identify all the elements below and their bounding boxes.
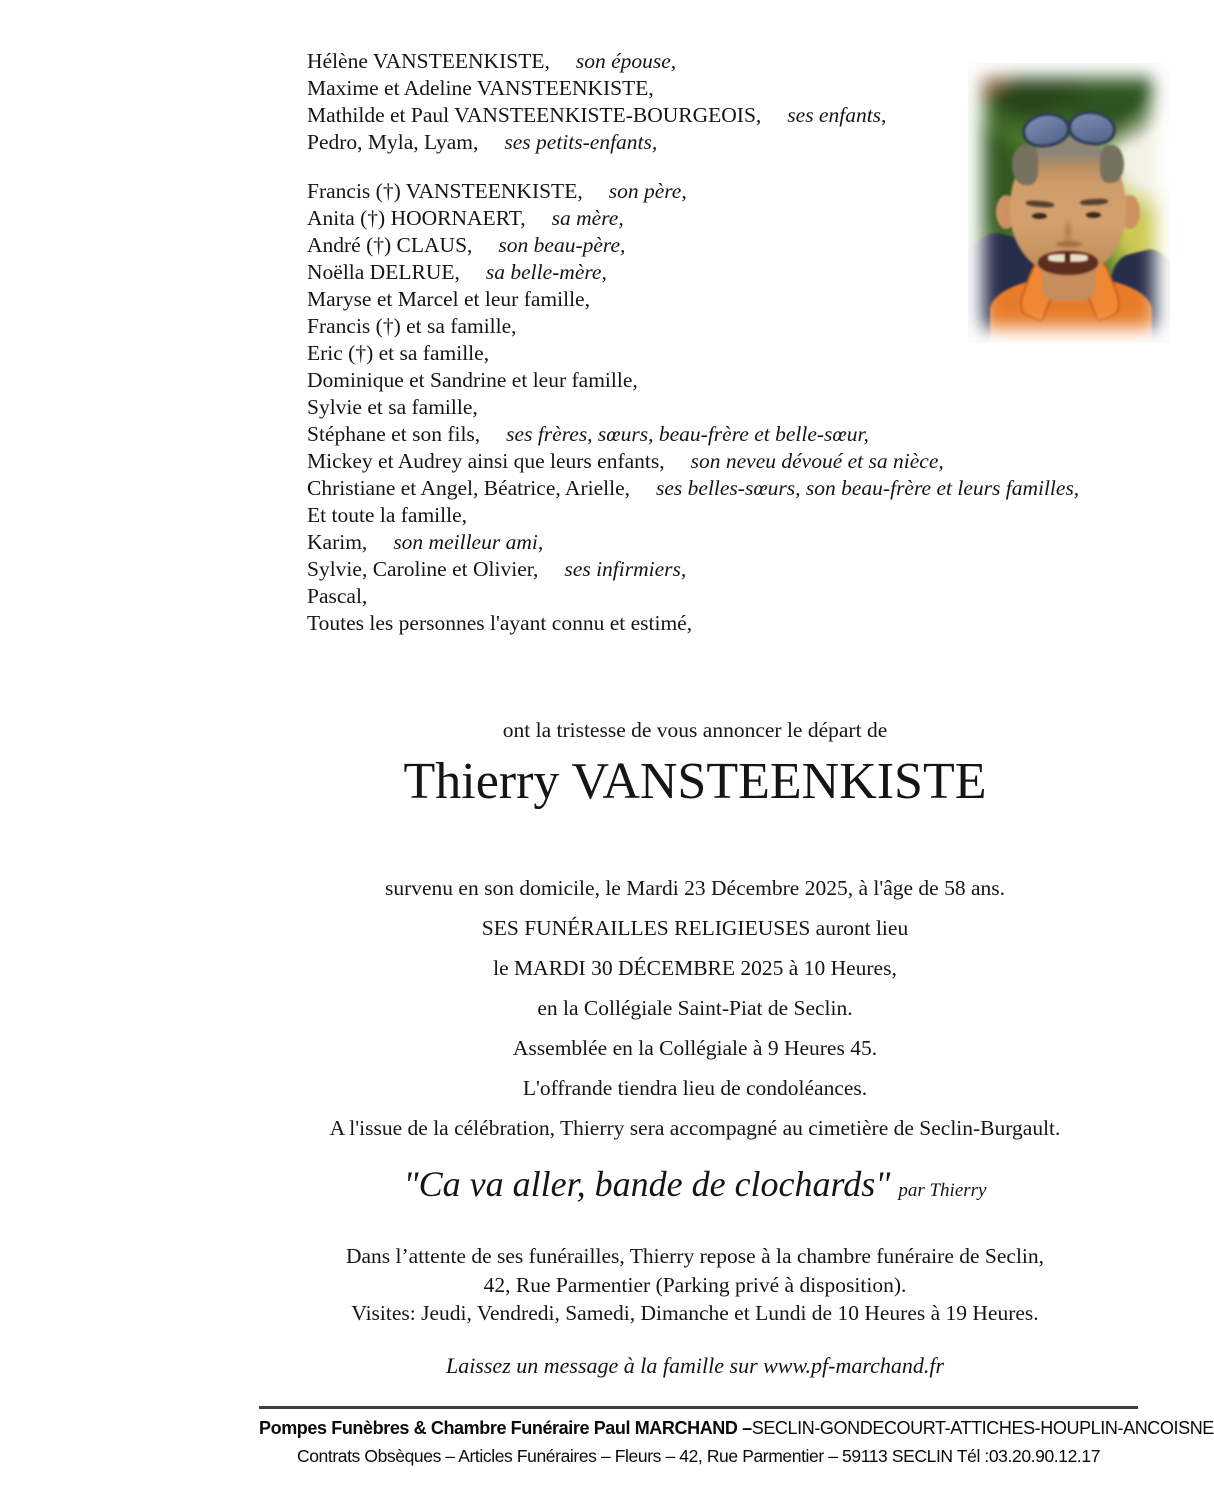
family-line — [307, 129, 1194, 156]
family-name: Pascal, — [307, 584, 368, 608]
family-name: Sylvie, Caroline et Olivier, — [307, 557, 539, 581]
family-name: Mathilde et Paul VANSTEENKISTE-BOURGEOIS, — [307, 103, 762, 127]
family-relation: ses infirmiers, — [564, 557, 687, 581]
family-name: Toutes les personnes l'ayant connu et estimé, — [307, 611, 693, 635]
ceremony-details — [176, 868, 1214, 1148]
family-name: Mickey et Audrey ainsi que leurs enfants, — [307, 449, 665, 473]
family-name: Sylvie et sa famille, — [307, 395, 478, 419]
family-line — [307, 340, 1194, 367]
family-relation: sa mère, — [551, 206, 624, 230]
repose-line: Visites: Jeudi, Vendredi, Samedi, Dimanche et Lundi de 10 Heures à 19 Heures. — [351, 1301, 1039, 1325]
funeral-home-locations: SECLIN-GONDECOURT-ATTICHES-HOUPLIN-ANCOISNE — [751, 1418, 1214, 1438]
deceased-name: Thierry VANSTEENKISTE — [403, 753, 987, 810]
repose-line: 42, Rue Parmentier (Parking privé à disposition). — [483, 1272, 907, 1297]
family-line — [307, 421, 1194, 448]
family-line — [307, 75, 1194, 102]
funeral-home-footer — [259, 1415, 1214, 1470]
family-relation: ses belles-sœurs, son beau-frère et leurs familles, — [656, 476, 1080, 500]
repose-info — [176, 1242, 1214, 1328]
family-list-relatives — [307, 178, 1194, 637]
family-name: Francis (†) et sa famille, — [307, 314, 517, 338]
family-line — [307, 205, 1194, 232]
family-line — [307, 394, 1194, 421]
repose-line: Dans l’attente de ses funérailles, Thierry repose à la chambre funéraire de Seclin, — [345, 1244, 1045, 1268]
family-line — [307, 367, 1194, 394]
family-relation: son beau-père, — [498, 233, 626, 257]
family-line — [307, 313, 1194, 340]
ceremony-line: L'offrande tiendra lieu de condoléances. — [522, 1076, 868, 1100]
footer-divider — [259, 1406, 1138, 1409]
family-line — [307, 232, 1194, 259]
family-line — [307, 259, 1194, 286]
family-name: Maxime et Adeline VANSTEENKISTE, — [307, 76, 654, 100]
family-name: André (†) CLAUS, — [307, 233, 473, 257]
family-relation: son neveu dévoué et sa nièce, — [690, 449, 944, 473]
ceremony-line: SES FUNÉRAILLES RELIGIEUSES auront lieu — [481, 916, 909, 940]
family-line — [307, 475, 1194, 502]
family-line — [307, 502, 1194, 529]
funeral-home-services-line: Contrats Obsèques – Articles Funéraires – Fleurs – 42, Rue Parmentier – 59113 SECLIN Tél :03.20.90.12.17 — [296, 1445, 1101, 1466]
family-name: Eric (†) et sa famille, — [307, 341, 490, 365]
family-relation: ses frères, sœurs, beau-frère et belle-sœur, — [506, 422, 869, 446]
family-name: Francis (†) VANSTEENKISTE, — [307, 179, 583, 203]
family-name: Noëlla DELRUE, — [307, 260, 460, 284]
ceremony-line: A l'issue de la célébration, Thierry sera accompagné au cimetière de Seclin-Burgault. — [329, 1116, 1061, 1140]
family-line — [307, 556, 1194, 583]
family-line — [307, 48, 1194, 75]
family-name: Hélène VANSTEENKISTE, — [307, 49, 550, 73]
family-name: Pedro, Myla, Lyam, — [307, 130, 479, 154]
family-name: Christiane et Angel, Béatrice, Arielle, — [307, 476, 630, 500]
family-relation: son meilleur ami, — [393, 530, 544, 554]
family-name: Karim, — [307, 530, 368, 554]
family-relation: ses petits-enfants, — [504, 130, 658, 154]
ceremony-line: le MARDI 30 DÉCEMBRE 2025 à 10 Heures, — [493, 956, 897, 980]
family-line — [307, 448, 1194, 475]
family-name: Dominique et Sandrine et leur famille, — [307, 368, 638, 392]
family-name: Maryse et Marcel et leur famille, — [307, 287, 590, 311]
family-name: Et toute la famille, — [307, 503, 468, 527]
funeral-home-name-line — [259, 1415, 1214, 1443]
family-list-spouse-children — [307, 48, 1194, 156]
quote-text: "Ca va aller, bande de clochards" — [403, 1164, 891, 1204]
announcement-intro: ont la tristesse de vous annoncer le départ de — [502, 718, 888, 742]
family-line — [307, 610, 1194, 637]
funeral-home-name: Pompes Funèbres & Chambre Funéraire Paul MARCHAND – — [259, 1418, 752, 1438]
quote-attribution: par Thierry — [898, 1180, 987, 1201]
online-message-line: Laissez un message à la famille sur www.pf-marchand.fr — [445, 1353, 945, 1378]
family-line — [307, 583, 1194, 610]
family-line — [307, 529, 1194, 556]
family-name: Anita (†) HOORNAERT, — [307, 206, 526, 230]
personal-quote — [176, 1158, 1214, 1218]
family-line — [307, 286, 1194, 313]
ceremony-line: en la Collégiale Saint-Piat de Seclin. — [537, 996, 853, 1020]
family-line — [307, 102, 1194, 129]
ceremony-line: survenu en son domicile, le Mardi 23 Décembre 2025, à l'âge de 58 ans. — [384, 876, 1006, 900]
family-relation: son père, — [608, 179, 687, 203]
ceremony-line: Assemblée en la Collégiale à 9 Heures 45. — [512, 1036, 878, 1060]
family-relation: ses enfants, — [787, 103, 887, 127]
family-relation: sa belle-mère, — [485, 260, 607, 284]
family-relation: son épouse, — [575, 49, 677, 73]
family-line — [307, 178, 1194, 205]
family-name: Stéphane et son fils, — [307, 422, 481, 446]
